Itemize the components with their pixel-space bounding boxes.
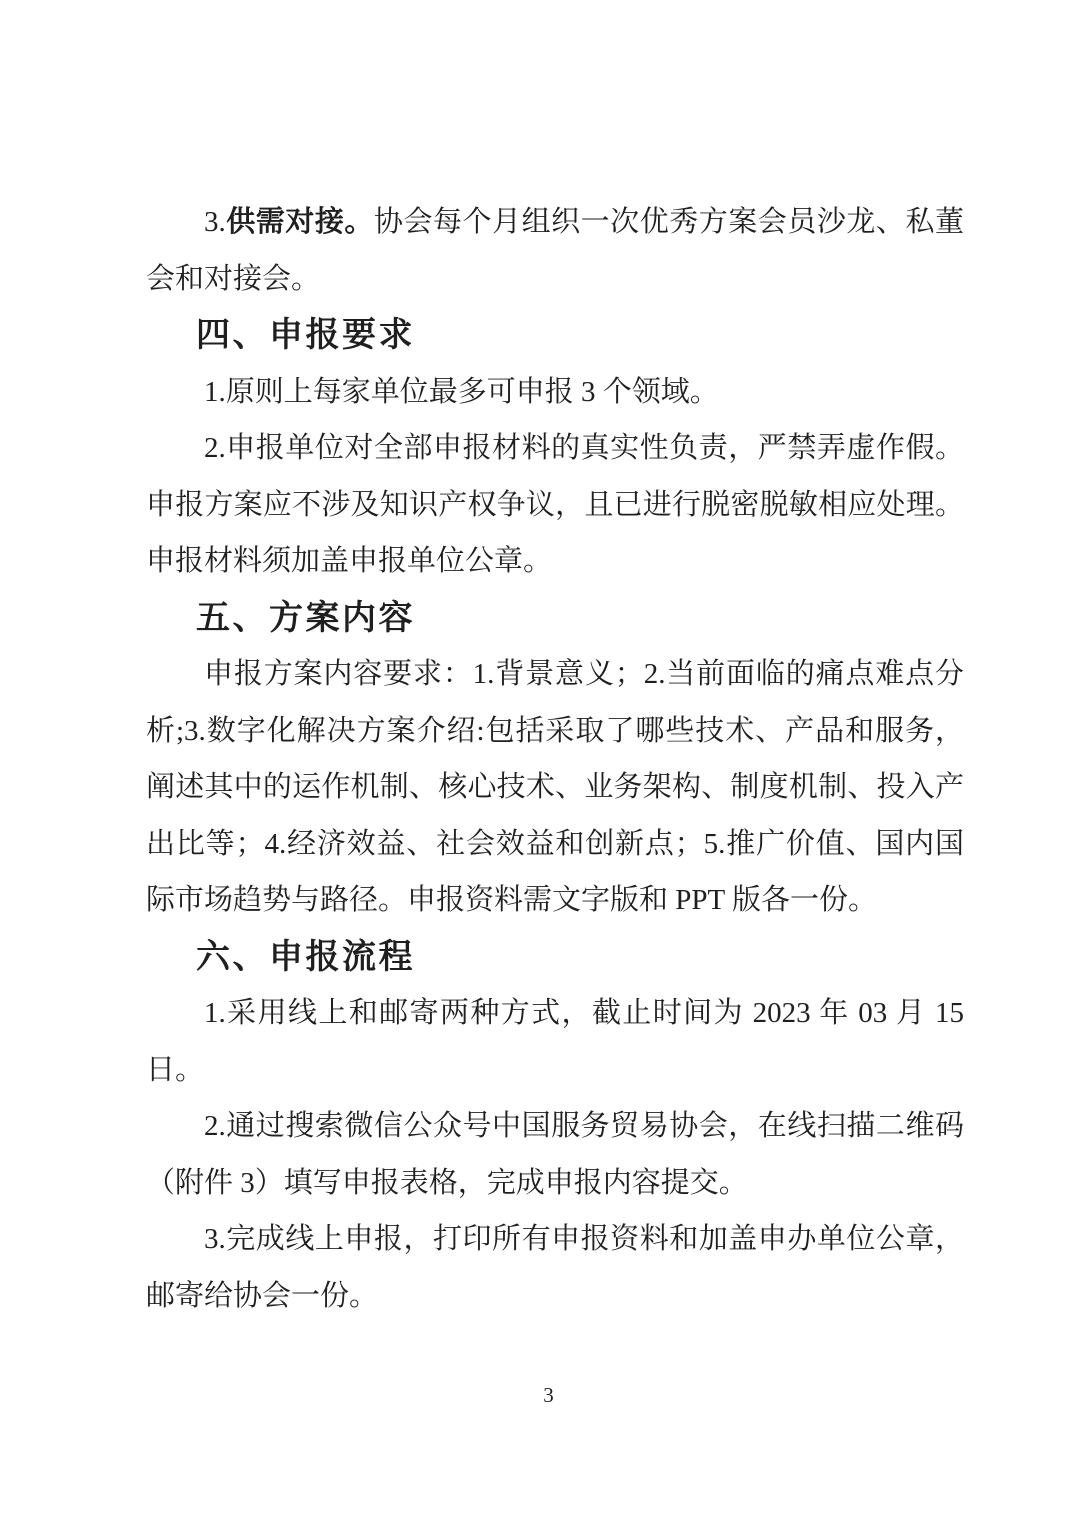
section6-item2-line1: 2.通过搜索微信公众号中国服务贸易协会，在线扫描二维码 bbox=[204, 1110, 964, 1142]
paragraph-item3-line1 bbox=[146, 194, 964, 251]
page-number: 3 bbox=[543, 1383, 554, 1407]
section4-item2-line3: 申报材料须加盖申报单位公章。 bbox=[146, 545, 553, 577]
bold-lead-term: 供需对接。 bbox=[225, 206, 374, 238]
section6-item1-line1: 1.采用线上和邮寄两种方式，截止时间为 2023 年 03 月 15 bbox=[204, 997, 964, 1029]
section6-item3-line2: 邮寄给协会一份。 bbox=[146, 1279, 379, 1312]
section5-body-line1: 申报方案内容要求：1.背景意义；2.当前面临的痛点难点分 bbox=[204, 658, 964, 690]
list-number: 3. bbox=[204, 206, 226, 238]
document-body bbox=[146, 194, 964, 1324]
section6-item1-line2: 日。 bbox=[146, 1053, 205, 1086]
section6-item2-line2: （附件 3）填写申报表格，完成申报内容提交。 bbox=[146, 1166, 748, 1199]
section5-body-line3: 阐述其中的运作机制、核心技术、业务架构、制度机制、投入产 bbox=[146, 771, 964, 803]
section6-item3-line1: 3.完成线上申报，打印所有申报资料和加盖申办单位公章， bbox=[204, 1223, 964, 1255]
section-heading-6: 六、申报流程 bbox=[196, 937, 415, 976]
section-heading-5: 五、方案内容 bbox=[196, 598, 415, 637]
section4-item2-line1: 2.申报单位对全部申报材料的真实性负责，严禁弄虚作假。 bbox=[204, 432, 964, 464]
section5-body-line2: 析;3.数字化解决方案介绍:包括采取了哪些技术、产品和服务， bbox=[146, 714, 964, 747]
section5-body-line4: 出比等；4.经济效益、社会效益和创新点；5.推广价值、国内国 bbox=[146, 827, 964, 860]
paragraph-text: 协会每个月组织一次优秀方案会员沙龙、私董 bbox=[373, 206, 964, 238]
section-heading-4: 四、申报要求 bbox=[196, 316, 415, 354]
section4-item1: 1.原则上每家单位最多可申报 3 个领域。 bbox=[204, 375, 719, 408]
paragraph-item3-line2: 会和对接会。 bbox=[146, 262, 321, 295]
section5-body-line5: 际市场趋势与路径。申报资料需文字版和 PPT 版各一份。 bbox=[146, 884, 877, 916]
section4-item2-line2: 申报方案应不涉及知识产权争议，且已进行脱密脱敏相应处理。 bbox=[146, 488, 964, 521]
